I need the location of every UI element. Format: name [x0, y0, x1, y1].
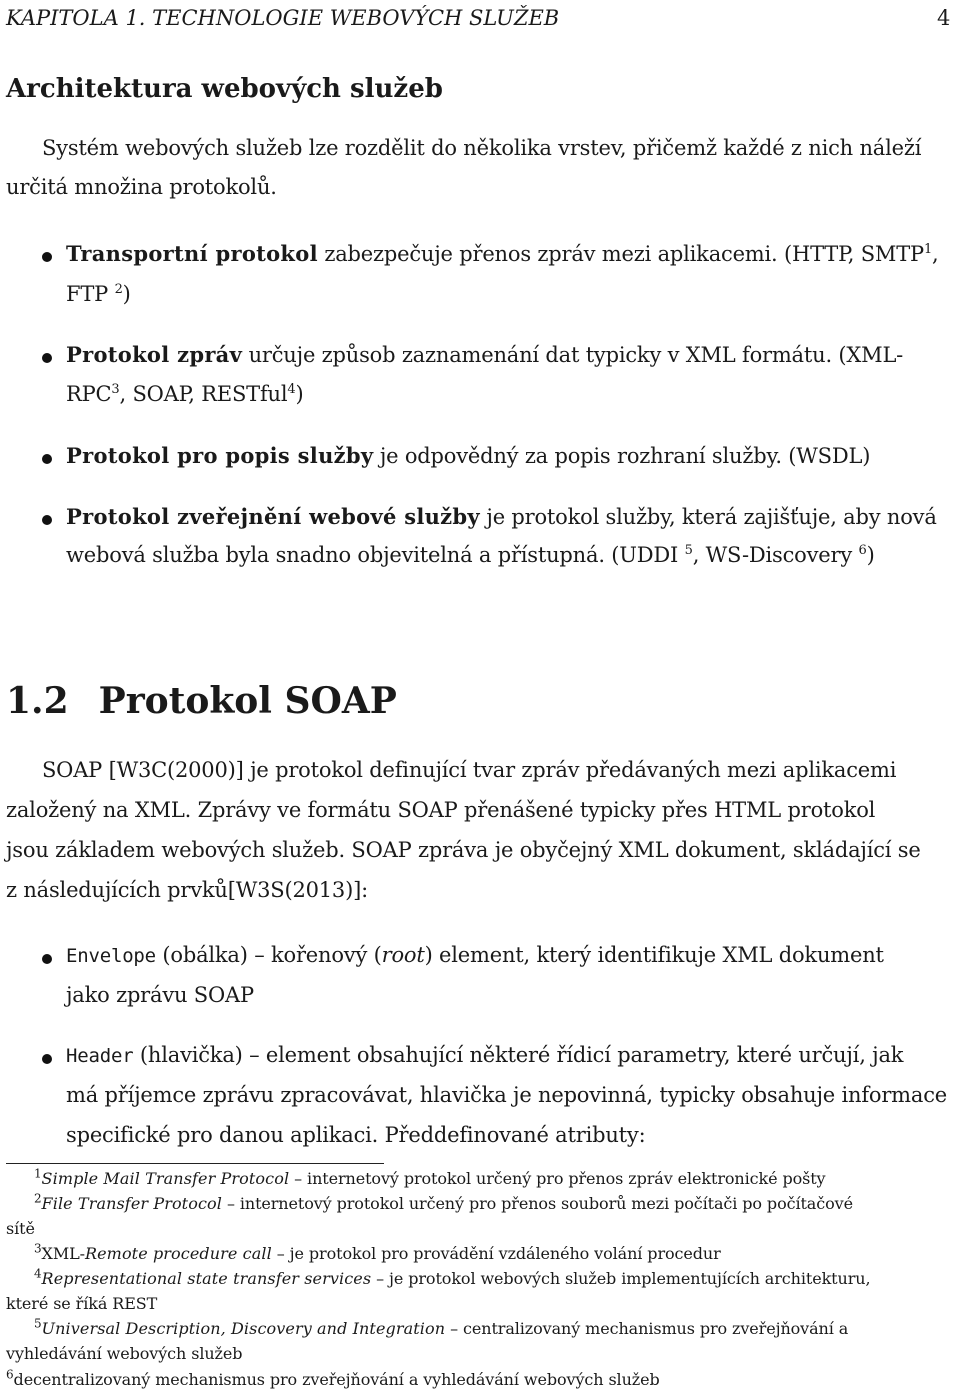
running-header-chapter: KAPITOLA 1. TECHNOLOGIE WEBOVÝCH SLUŽEB [6, 6, 560, 30]
list-item [66, 443, 870, 468]
footnote-ref: 6 [858, 543, 867, 558]
section-heading [6, 680, 397, 722]
footnote-term: Simple Mail Transfer Protocol [41, 1169, 290, 1188]
footnote [6, 1367, 660, 1389]
section-title-architecture: Architektura webových služeb [6, 74, 443, 104]
paragraph-line: z následujících prvků[W3S(2013)]: [6, 878, 368, 902]
footnote-ref: 5 [684, 543, 693, 558]
footnote-text: – je protokol webových služeb implementujících architekturu, [371, 1269, 871, 1288]
footnote [34, 1191, 853, 1213]
bullet-icon [42, 1054, 52, 1064]
list-item [66, 241, 939, 266]
section-title: Protokol SOAP [98, 680, 397, 722]
paragraph-line: založený na XML. Zprávy ve formátu SOAP přenášené typicky přes HTML protokol [6, 798, 876, 822]
footnote-number: 2 [34, 1191, 42, 1206]
footnote-text: – internetový protokol určený pro přenos zpráv elektronické pošty [289, 1169, 826, 1188]
bullet-text: , WS-Discovery [692, 543, 859, 567]
list-item [66, 342, 903, 367]
bullet-text: ) [866, 543, 875, 567]
bullet-icon [42, 454, 52, 464]
bullet-text: FTP [66, 282, 115, 306]
bullet-icon [42, 353, 52, 363]
bullet-text: RPC [66, 382, 112, 406]
bullet-term: Transportní protokol [66, 241, 318, 266]
footnote [34, 1166, 826, 1188]
bullet-icon [42, 515, 52, 525]
intro-paragraph-line: určitá množina protokolů. [6, 175, 277, 199]
bullet-text: je odpovědný za popis rozhraní služby. (WSDL) [373, 444, 871, 468]
footnote [34, 1316, 849, 1338]
bullet-text: (hlavička) – element obsahující některé řídicí parametry, které určují, jak [133, 1043, 904, 1067]
code-term: Envelope [66, 945, 156, 967]
bullet-text-italic: root [381, 943, 425, 967]
bullet-text: (obálka) – kořenový ( [155, 943, 382, 967]
list-item-continuation [66, 282, 131, 306]
code-term: Header [66, 1045, 134, 1067]
footnote-continuation: sítě [6, 1219, 35, 1238]
bullet-term: Protokol zveřejnění webové služby [66, 504, 480, 529]
bullet-text: je protokol služby, která zajišťuje, aby nová [479, 505, 937, 529]
list-item [66, 504, 937, 529]
bullet-text: určuje způsob zaznamenání dat typicky v XML formátu. (XML- [242, 343, 904, 367]
footnote-rule [6, 1163, 384, 1164]
bullet-text: zabezpečuje přenos zpráv mezi aplikacemi. (HTTP, SMTP [317, 242, 924, 266]
bullet-text: ) [295, 382, 304, 406]
bullet-text: , [932, 242, 939, 266]
footnote-continuation: vyhledávání webových služeb [6, 1344, 243, 1363]
bullet-text: webová služba byla snadno objevitelná a přístupná. (UDDI [66, 543, 685, 567]
footnote [34, 1241, 721, 1263]
footnote-text: decentralizovaný mechanismus pro zveřejňování a vyhledávání webových služeb [13, 1370, 660, 1389]
footnote-number: 4 [34, 1266, 42, 1281]
list-item-continuation [66, 382, 303, 406]
list-item-continuation: má příjemce zprávu zpracovávat, hlavička je nepovinná, typicky obsahuje informace [66, 1083, 948, 1107]
footnote-ref: 4 [287, 382, 296, 397]
bullet-text: ) element, který identifikuje XML dokument [424, 943, 884, 967]
footnote-term: Remote procedure call [84, 1244, 272, 1263]
intro-paragraph-line: Systém webových služeb lze rozdělit do několika vrstev, přičemž každé z nich náleží [42, 136, 922, 160]
footnote-ref: 1 [923, 242, 933, 257]
page-number: 4 [937, 6, 951, 30]
list-item-continuation: specifické pro danou aplikaci. Předdefinované atributy: [66, 1123, 646, 1147]
footnote-term: Representational state transfer services [41, 1269, 372, 1288]
footnote-continuation: které se říká REST [6, 1294, 158, 1313]
section-number: 1.2 [6, 680, 69, 722]
paragraph-line: SOAP [W3C(2000)] je protokol definující tvar zpráv předávaných mezi aplikacemi [42, 758, 897, 782]
list-item-continuation: jako zprávu SOAP [66, 983, 254, 1007]
bullet-icon [42, 954, 52, 964]
list-item [66, 1043, 903, 1067]
footnote-ref: 2 [114, 282, 123, 297]
footnote-term: Universal Description, Discovery and Integration [41, 1319, 446, 1338]
footnote-text: – internetový protokol určený pro přenos souborů mezi počítači po počítačové [221, 1194, 853, 1213]
bullet-text: ) [122, 282, 131, 306]
paragraph-line: jsou základem webových služeb. SOAP zpráva je obyčejný XML dokument, skládající se [6, 838, 921, 862]
bullet-term: Protokol pro popis služby [66, 443, 374, 468]
footnote-text: XML- [41, 1244, 85, 1263]
list-item [66, 943, 884, 967]
bullet-text: , SOAP, RESTful [119, 382, 288, 406]
footnote-number: 5 [34, 1316, 42, 1331]
bullet-icon [42, 252, 52, 262]
footnote-number: 3 [34, 1241, 42, 1256]
footnote-ref: 3 [111, 382, 120, 397]
footnote-text: – je protokol pro provádění vzdáleného volání procedur [271, 1244, 721, 1263]
footnote-term: File Transfer Protocol [41, 1194, 222, 1213]
list-item-continuation [66, 543, 875, 567]
footnote [34, 1266, 871, 1288]
footnote-number: 1 [34, 1166, 42, 1181]
footnote-text: – centralizovaný mechanismus pro zveřejňování a [445, 1319, 849, 1338]
footnote-number: 6 [6, 1367, 14, 1382]
bullet-term: Protokol zpráv [66, 342, 243, 367]
